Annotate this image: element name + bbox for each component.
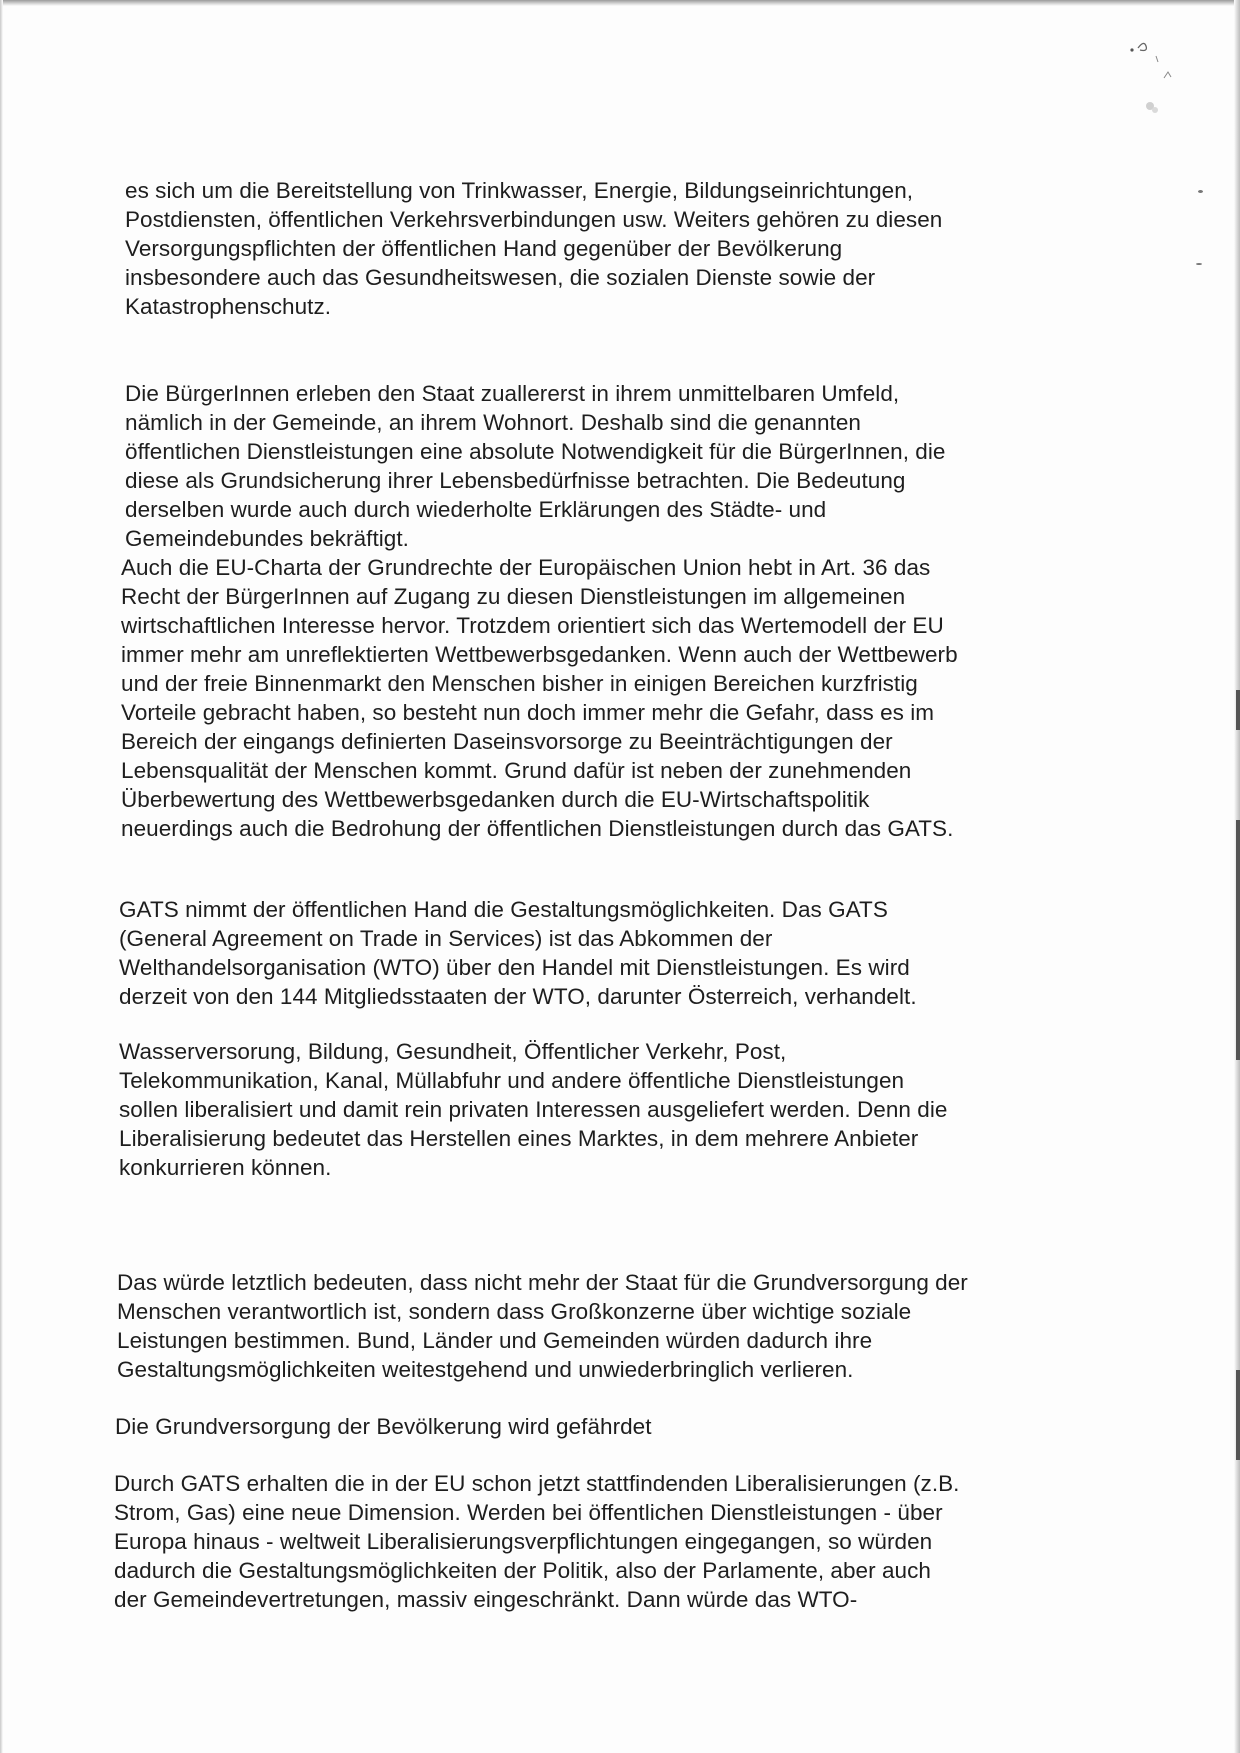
paragraph-consequences: Das würde letztlich bedeuten, dass nicht mehr der Staat für die Grundversorgung der Menschen verantwortlich ist, sondern dass Großkonzerne über wichtige soziale Leistungen bestimmen. Bund, Länder und Gemeinden würden dadurch ihre Gestaltungsmöglichkeiten weitestgehend und unwiederbringlich verlieren. — [117, 1270, 968, 1382]
scan-artifact-icon — [1120, 28, 1210, 128]
paragraph-liberalisation: Wasserversorung, Bildung, Gesundheit, Öffentlicher Verkehr, Post, Telekommunikation, Kanal, Müllabfuhr und andere öffentliche Dienstleistungen sollen liberalisiert und damit rein privaten Interessen ausgeliefert werden. Denn die Liberalisierung bedeutet das Herstellen eines Marktes, in dem mehrere Anbieter konkurrieren können. — [119, 1039, 948, 1180]
scan-edge-mark — [1236, 820, 1240, 1060]
paragraph-service-obligations: es sich um die Bereitstellung von Trinkwasser, Energie, Bildungseinrichtungen, Postdiensten, öffentlichen Verkehrsverbindungen usw. Weiters gehören zu diesen Versorgungspflichten der öffentlichen Hand gegenüber der Bevölkerung insbesondere auch das Gesundheitswesen, die sozialen Dienste sowie der Katastrophenschutz. — [125, 178, 943, 319]
paragraph-citizens-and-municipality: Die BürgerInnen erleben den Staat zuallererst in ihrem unmittelbaren Umfeld, nämlich in der Gemeinde, an ihrem Wohnort. Deshalb sind die genannten öffentlichen Dienstleistungen eine absolute Notwendigkeit für die BürgerInnen, die diese als Grundsicherung ihrer Lebensbedürfnisse betrachten. Die Bedeutung derselben wurde auch durch wiederholte Erklärungen des Städte- und Gemeindebundes bekräftigt. — [125, 381, 946, 551]
scan-edge-mark — [1236, 690, 1240, 730]
paragraph-gats-dimension: Durch GATS erhalten die in der EU schon jetzt stattfindenden Liberalisierungen (z.B. Strom, Gas) eine neue Dimension. Werden bei öffentlichen Dienstleistungen - über Europa hinaus - weltweit Liberalisierungsverpflichtungen eingegangen, so würden dadurch die Gestaltungsmöglichkeiten der Politik, also der Parlamente, aber auch der Gemeindevertretungen, massiv eingeschränkt. Dann würde das WTO- — [114, 1471, 960, 1612]
scan-speck — [1198, 190, 1203, 193]
section-heading-grundversorgung: Die Grundversorgung der Bevölkerung wird gefährdet — [115, 1414, 652, 1439]
paragraph-gats-definition: GATS nimmt der öffentlichen Hand die Gestaltungsmöglichkeiten. Das GATS (General Agreement on Trade in Services) ist das Abkommen der Welthandelsorganisation (WTO) über den Handel mit Dienstleistungen. Es wird derzeit von den 144 Mitgliedsstaaten der WTO, darunter Österreich, verhandelt. — [119, 897, 917, 1009]
scan-speck — [1196, 263, 1202, 265]
scan-edge-top — [0, 0, 1240, 6]
scan-edge-mark — [1236, 1370, 1240, 1460]
scan-edge-left — [0, 0, 3, 1753]
paragraph-eu-charter: Auch die EU-Charta der Grundrechte der Europäischen Union hebt in Art. 36 das Recht der BürgerInnen auf Zugang zu diesen Dienstleistungen im allgemeinen wirtschaftlichen Interesse hervor. Trotzdem orientiert sich das Wertemodell der EU immer mehr am unreflektierten Wettbewerbsgedanken. Wenn auch der Wettbewerb und der freie Binnenmarkt den Menschen bisher in einigen Bereichen kurzfristig Vorteile gebracht haben, so besteht nun doch immer mehr die Gefahr, dass es im Bereich der eingangs definierten Daseinsvorsorge zu Beeinträchtigungen der Lebensqualität der Menschen kommt. Grund dafür ist neben der zunehmenden Überbewertung des Wettbewerbsgedanken durch die EU-Wirtschaftspolitik neuerdings auch die Bedrohung der öffentlichen Dienstleistungen durch das GATS. — [121, 555, 958, 841]
